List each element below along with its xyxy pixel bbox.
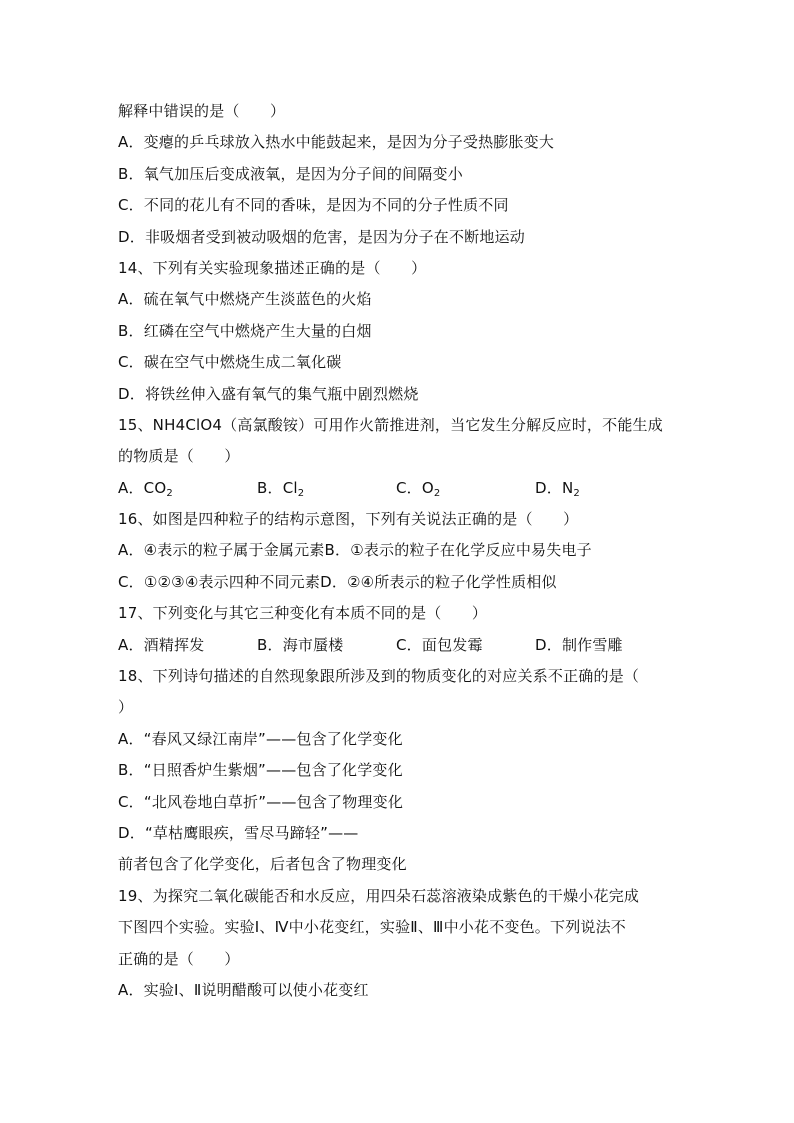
q17-options [118, 630, 688, 661]
q16-stem: 16、如图是四种粒子的结构示意图，下列有关说法正确的是（ ） [118, 510, 579, 529]
q17-stem: 17、下列变化与其它三种变化有本质不同的是（ ） [118, 604, 488, 623]
q15-stem-line1: 15、NH4ClO4（高氯酸铵）可用作火箭推进剂，当它发生分解反应时，不能生成 [118, 415, 663, 434]
q17-option-d: D．制作雪雕 [535, 635, 623, 654]
q15-options [118, 473, 688, 504]
q17-option-a: A．酒精挥发 [118, 635, 205, 654]
q15-option-a-subscript: 2 [166, 487, 173, 499]
q19-stem-line3: 正确的是（ ） [118, 949, 240, 968]
q15-stem-line2: 的物质是（ ） [118, 447, 240, 466]
q14-option-c: C．碳在空气中燃烧生成二氧化碳 [118, 353, 342, 372]
q15-option-b-text: B．Cl [257, 478, 298, 497]
q15-option-b [257, 473, 396, 504]
q18-stem-line2: ） [118, 698, 134, 717]
q15-option-d-text: D．N [535, 478, 574, 497]
q13-option-d: D．非吸烟者受到被动吸烟的危害，是因为分子在不断地运动 [118, 227, 525, 246]
q18-stem-line1: 18、下列诗句描述的自然现象跟所涉及到的物质变化的对应关系不正确的是（ [118, 667, 640, 686]
q14-stem: 14、下列有关实验现象描述正确的是（ ） [118, 258, 427, 277]
q18-option-c: C．“北风卷地白草折”——包含了物理变化 [118, 792, 404, 811]
q14-option-b: B．红磷在空气中燃烧产生大量的白烟 [118, 321, 372, 340]
q13-option-c: C．不同的花儿有不同的香味，是因为不同的分子性质不同 [118, 196, 509, 215]
q13-stem: 解释中错误的是（ ） [118, 102, 286, 120]
q19-option-a: A．实验Ⅰ、Ⅱ说明醋酸可以使小花变红 [118, 980, 369, 999]
q17-option-b: B．海市蜃楼 [257, 635, 344, 654]
q15-option-d [535, 473, 674, 504]
q19-stem-line1: 19、为探究二氧化碳能否和水反应，用四朵石蕊溶液染成紫色的干燥小花完成 [118, 886, 640, 905]
q18-option-a: A．“春风又绿江南岸”——包含了化学变化 [118, 729, 403, 748]
q18-option-b: B．“日照香炉生紫烟”——包含了化学变化 [118, 761, 403, 780]
q13-option-a: A．变瘪的乒乓球放入热水中能鼓起来，是因为分子受热膨胀变大 [118, 133, 555, 152]
q15-option-c [396, 473, 535, 504]
q18-option-d: D．“草枯鹰眼疾，雪尽马蹄轻”—— [118, 823, 359, 842]
q15-option-a-text: A．CO [118, 478, 167, 497]
q15-option-a [118, 473, 257, 504]
q15-option-d-subscript: 2 [573, 487, 580, 499]
q17-option-c: C．面包发霉 [396, 635, 483, 654]
q15-option-c-text: C．O [396, 478, 434, 497]
q14-option-d: D．将铁丝伸入盛有氧气的集气瓶中剧烈燃烧 [118, 384, 419, 403]
q19-stem-line2: 下图四个实验。实验Ⅰ、Ⅳ中小花变红，实验Ⅱ、Ⅲ中小花不变色。下列说法不 [118, 918, 626, 937]
q13-option-b: B．氧气加压后变成液氧，是因为分子间的间隔变小 [118, 164, 463, 183]
q18-option-d-continued: 前者包含了化学变化，后者包含了物理变化 [118, 855, 407, 874]
q16-options-ab: A．④表示的粒子属于金属元素B．①表示的粒子在化学反应中易失电子 [118, 541, 592, 560]
q14-option-a: A．硫在氧气中燃烧产生淡蓝色的火焰 [118, 290, 372, 309]
q16-options-cd: C．①②③④表示四种不同元素D．②④所表示的粒子化学性质相似 [118, 572, 557, 591]
q15-option-b-subscript: 2 [297, 487, 305, 499]
q15-option-c-subscript: 2 [433, 487, 441, 499]
question-list [118, 96, 688, 1006]
